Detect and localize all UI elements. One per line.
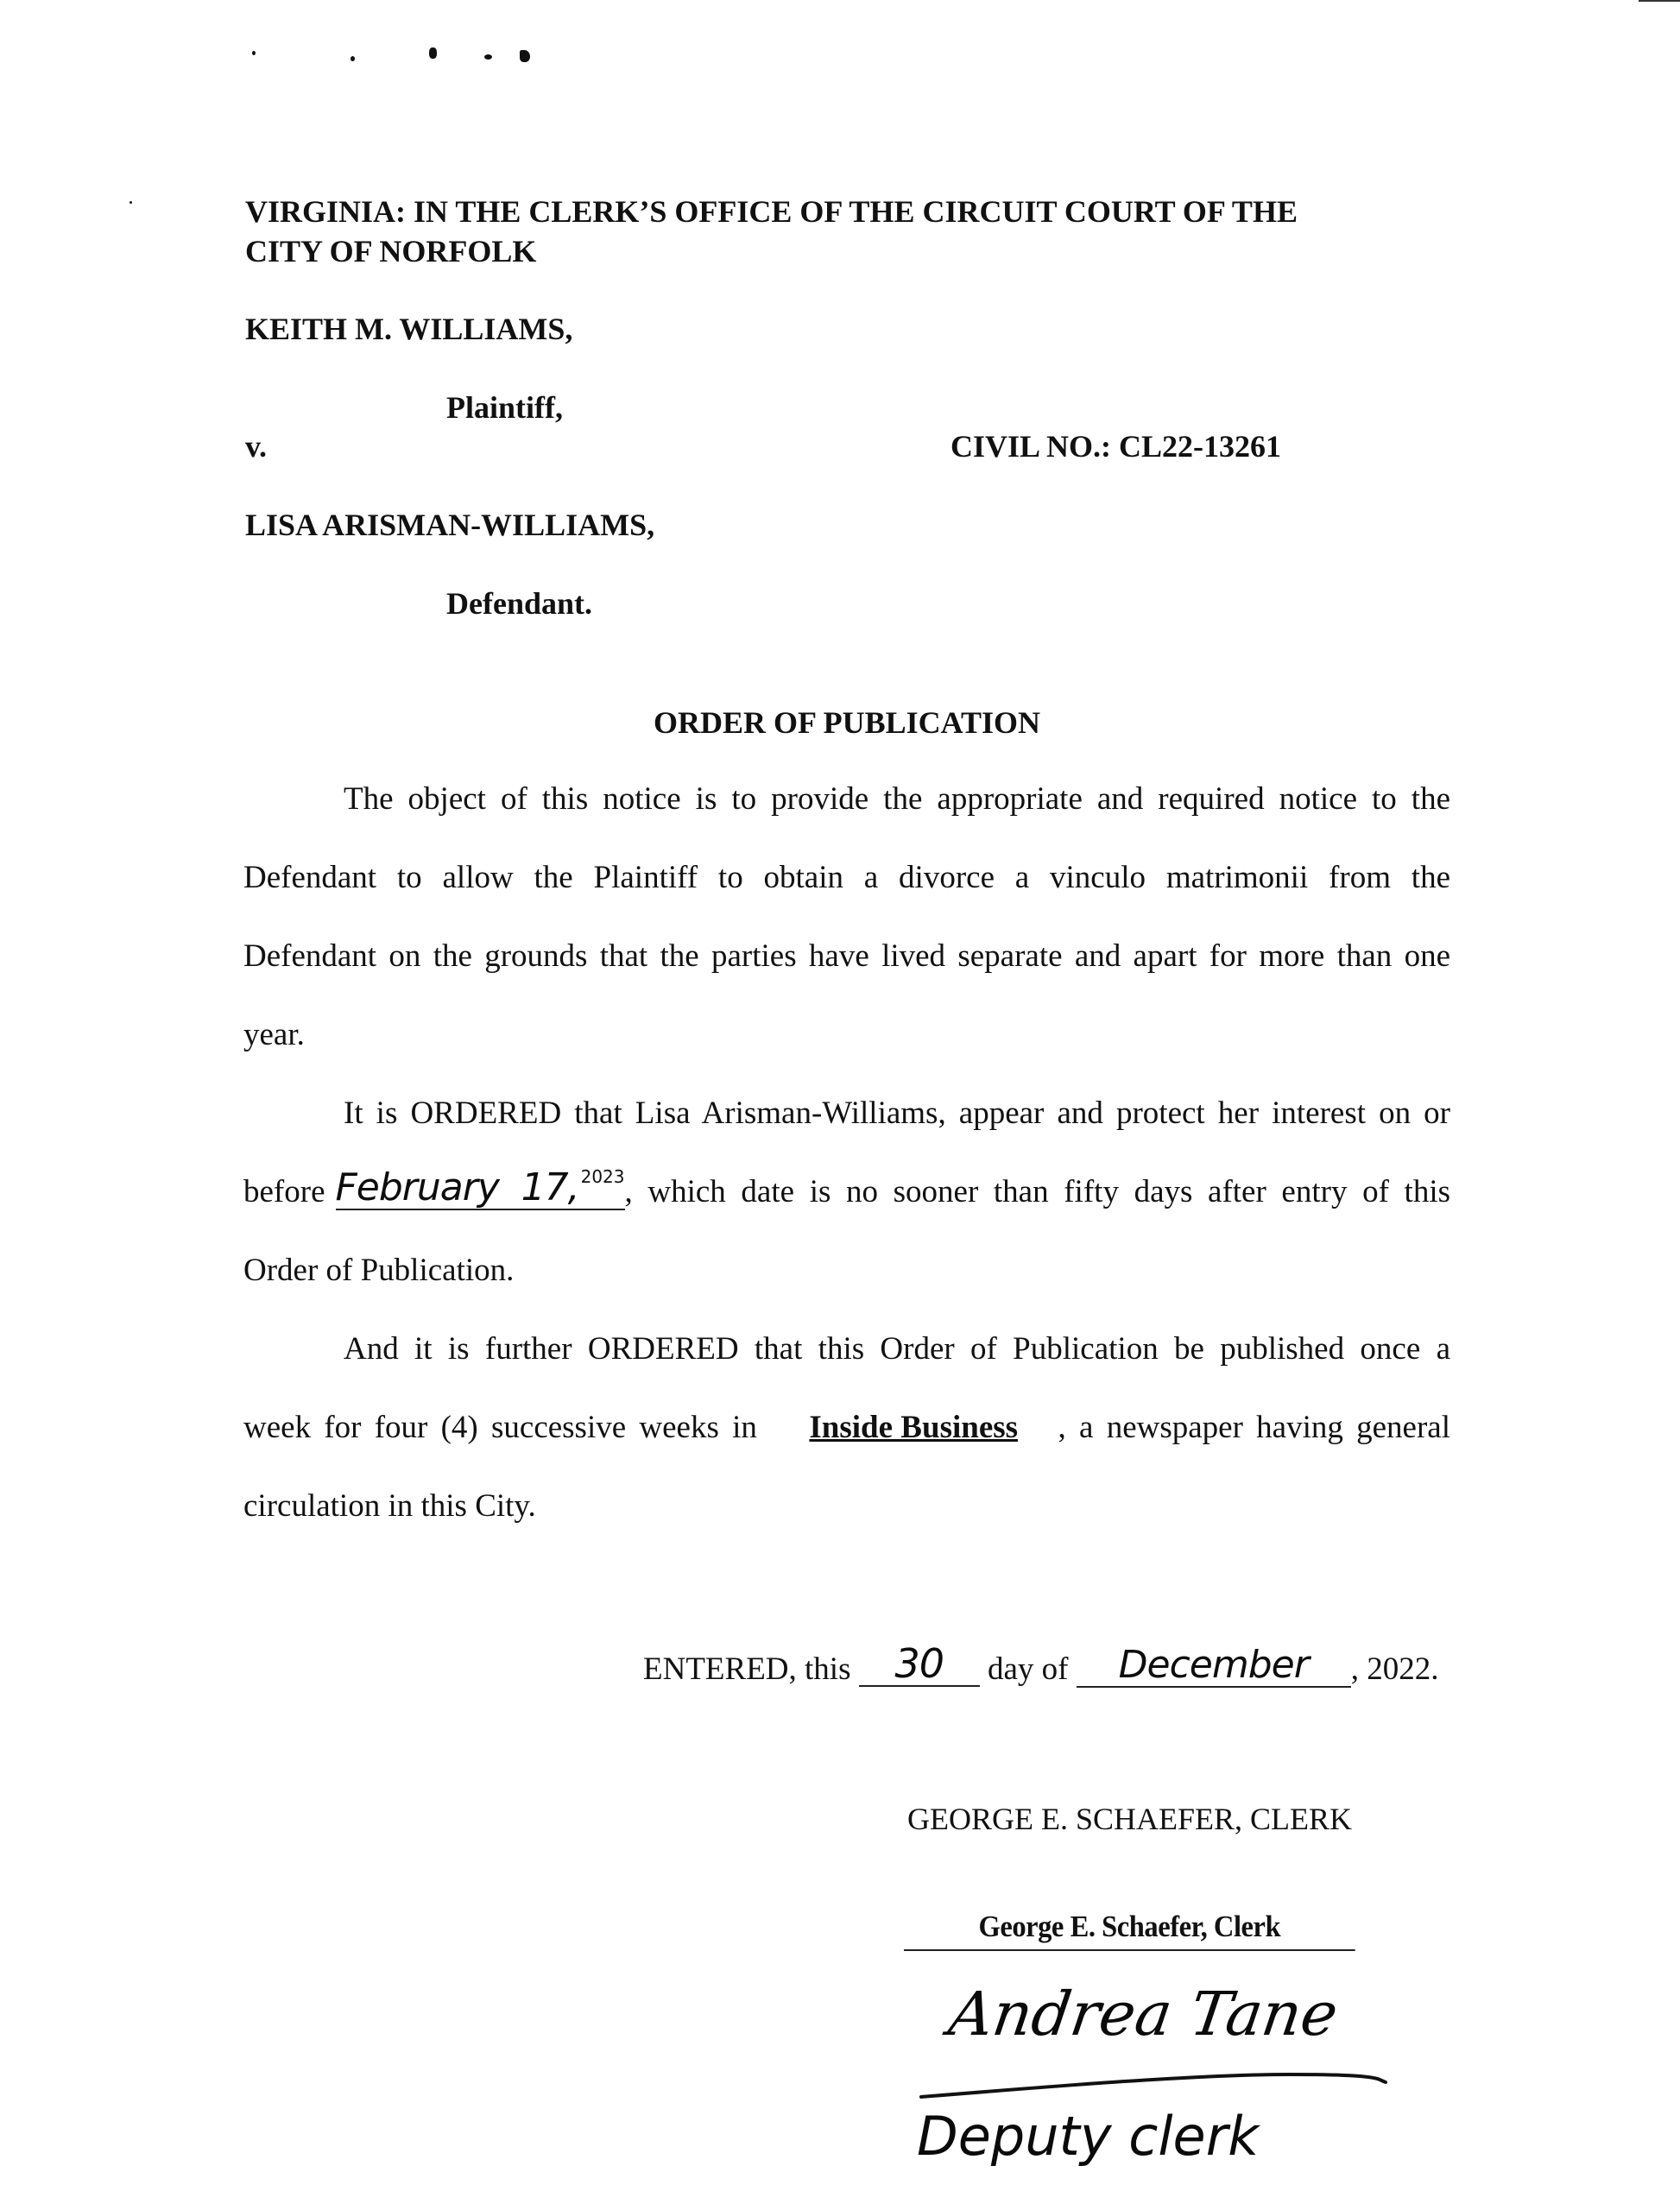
court-caption-line1: VIRGINIA: IN THE CLERK’S OFFICE OF THE CIRCUIT COURT OF THE (245, 194, 1298, 229)
handwritten-day: 30 (894, 1640, 944, 1687)
handwritten-month: December (1118, 1643, 1309, 1687)
entered-day-field (859, 1640, 980, 1687)
court-caption-line2: CITY OF NORFOLK (245, 234, 537, 268)
deputy-signature: Andrea Tane (944, 1979, 1342, 2049)
newspaper-text-before: week for four (4) successive weeks in (243, 1410, 757, 1445)
versus: v. (245, 429, 268, 464)
document-title: ORDER OF PUBLICATION (653, 705, 1041, 740)
paragraph-line: And it is further ORDERED that this Order of Publication be published once a (344, 1331, 1450, 1367)
scan-speck (252, 51, 256, 55)
plaintiff-role: Plaintiff, (446, 390, 563, 425)
paragraph-line: It is ORDERED that Lisa Arisman-Williams, appear and protect her interest on or (344, 1096, 1450, 1131)
paragraph-line: Order of Publication. (243, 1253, 515, 1288)
handwritten-date: February 17, (335, 1165, 579, 1209)
clerk-stamp: George E. Schaefer, Clerk (904, 1910, 1355, 1951)
newspaper-name: Inside Business (809, 1410, 1019, 1445)
entered-line (643, 1640, 1439, 1688)
scan-speck (520, 50, 530, 62)
handwritten-signature-line (919, 2068, 1403, 2102)
scan-speck (129, 201, 132, 204)
entered-month-field (1077, 1643, 1351, 1688)
entered-prefix: ENTERED, this (643, 1651, 851, 1687)
entered-suffix: , 2022. (1350, 1651, 1439, 1687)
scan-speck (351, 56, 355, 61)
plaintiff-name: KEITH M. WILLIAMS, (245, 312, 573, 346)
scan-edge-mark (1639, 0, 1680, 2)
paragraph-line: circulation in this City. (243, 1488, 536, 1524)
scan-speck (429, 47, 437, 59)
appearance-date-field (335, 1165, 625, 1210)
clerk-title: GEORGE E. SCHAEFER, CLERK (907, 1802, 1353, 1836)
paragraph-line-with-date (243, 1152, 1450, 1231)
paragraph-line: year. (243, 1017, 305, 1052)
paragraph-appearance-order (243, 1074, 1450, 1310)
paragraph-line: Defendant to allow the Plaintiff to obtain a divorce a vinculo matrimonii from the (243, 860, 1450, 895)
paragraph-line: The object of this notice is to provide the appropriate and required notice to the (344, 781, 1450, 817)
handwritten-year: 2023 (580, 1166, 625, 1187)
defendant-role: Defendant. (446, 586, 592, 621)
civil-number-label: CIVIL NO.: (951, 429, 1112, 464)
defendant-name: LISA ARISMAN-WILLIAMS, (245, 508, 655, 542)
paragraph-line-newspaper (243, 1388, 1450, 1467)
paragraph-publication-order (243, 1310, 1450, 1545)
after-date-text: , which date is no sooner than fifty days after entry of this (624, 1174, 1450, 1209)
civil-number (951, 428, 1281, 464)
scan-speck (484, 54, 492, 60)
entered-middle: day of (987, 1651, 1069, 1687)
before-label: before (243, 1174, 325, 1209)
deputy-clerk-label: Deputy clerk (917, 2105, 1260, 2168)
paragraph-line: Defendant on the grounds that the parties have lived separate and apart for more than one (243, 938, 1450, 974)
paragraph-notice-object (243, 760, 1450, 1074)
court-caption (245, 192, 1298, 271)
newspaper-text-after: , a newspaper having general (1058, 1410, 1450, 1445)
civil-number-value: CL22-13261 (1119, 429, 1282, 464)
